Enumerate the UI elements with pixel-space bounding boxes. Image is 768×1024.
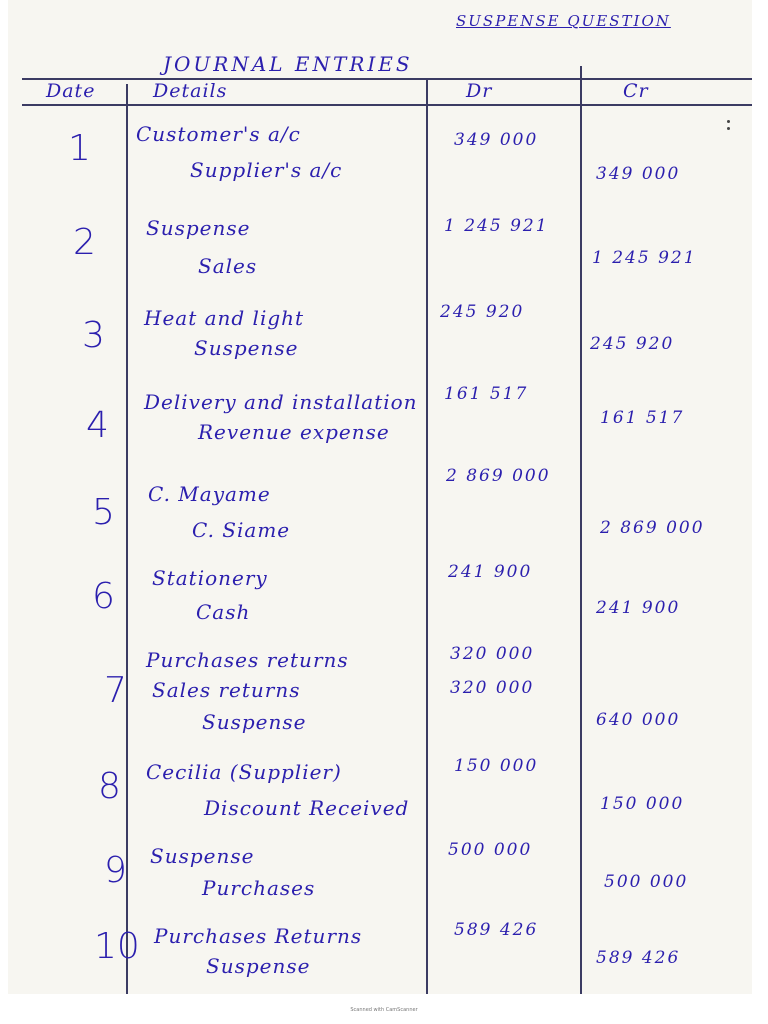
entry-date: 10 <box>94 926 140 967</box>
column-divider-dr <box>426 78 428 994</box>
entry-dr-amount: 2 869 000 <box>446 466 551 486</box>
entry-dr-amount: 161 517 <box>444 384 529 404</box>
entry-debit-account: Sales returns <box>152 678 301 702</box>
entry-date: 3 <box>82 315 105 356</box>
entry-cr-amount: 500 000 <box>604 872 689 892</box>
entry-date: 9 <box>104 850 127 891</box>
entry-debit-account: Heat and light <box>144 306 305 330</box>
entry-cr-amount: 241 900 <box>596 598 681 618</box>
entry-date: 7 <box>104 670 127 711</box>
entry-cr-amount: 245 920 <box>590 334 675 354</box>
entry-dr-amount: 500 000 <box>448 840 533 860</box>
entry-date: 1 <box>68 128 91 169</box>
entry-date: 8 <box>98 766 121 807</box>
ink-dot <box>727 120 730 123</box>
entry-debit-account: Customer's a/c <box>136 122 301 146</box>
entry-dr-amount: 1 245 921 <box>444 216 549 236</box>
column-divider-cr <box>580 66 582 994</box>
entry-date: 5 <box>92 492 115 533</box>
entry-credit-account: Discount Received <box>204 796 410 820</box>
entry-date: 6 <box>92 576 115 617</box>
entry-cr-amount: 640 000 <box>596 710 681 730</box>
entry-credit-account: Cash <box>196 600 251 624</box>
entry-credit-account: Purchases <box>202 876 316 900</box>
entry-credit-account: Suspense <box>202 710 307 734</box>
entry-dr-amount: 241 900 <box>448 562 533 582</box>
entry-debit-account: Delivery and installation <box>144 390 418 414</box>
entry-credit-account: Revenue expense <box>198 420 390 444</box>
page-heading: SUSPENSE QUESTION <box>456 12 671 30</box>
entry-cr-amount: 589 426 <box>596 948 681 968</box>
entry-date: 4 <box>86 405 109 446</box>
ink-dot <box>727 127 730 130</box>
entry-cr-amount: 349 000 <box>596 164 681 184</box>
entry-debit-account: Purchases returns <box>146 648 349 672</box>
entry-credit-account: Suspense <box>206 954 311 978</box>
entry-dr-amount: 245 920 <box>440 302 525 322</box>
column-header-cr: Cr <box>623 80 649 102</box>
entry-credit-account: Supplier's a/c <box>190 158 343 182</box>
entry-dr-amount: 320 000 <box>450 678 535 698</box>
entry-cr-amount: 161 517 <box>600 408 685 428</box>
entry-cr-amount: 150 000 <box>600 794 685 814</box>
column-header-dr: Dr <box>466 80 493 102</box>
entry-date: 2 <box>73 222 96 263</box>
entry-dr-amount: 349 000 <box>454 130 539 150</box>
header-rule-bottom <box>22 104 752 106</box>
entry-debit-account: Suspense <box>146 216 251 240</box>
entry-debit-account: Suspense <box>150 844 255 868</box>
entry-credit-account: Suspense <box>194 336 299 360</box>
page-title: JOURNAL ENTRIES <box>163 52 413 76</box>
column-header-details: Details <box>153 80 228 102</box>
entry-dr-amount: 150 000 <box>454 756 539 776</box>
entry-cr-amount: 2 869 000 <box>600 518 705 538</box>
column-header-date: Date <box>46 80 96 102</box>
entry-credit-account: Sales <box>198 254 258 278</box>
entry-debit-account: Purchases Returns <box>154 924 363 948</box>
journal-page <box>8 0 752 994</box>
entry-dr-amount: 320 000 <box>450 644 535 664</box>
entry-debit-account: C. Mayame <box>148 482 271 506</box>
entry-debit-account: Cecilia (Supplier) <box>146 760 342 784</box>
entry-dr-amount: 589 426 <box>454 920 539 940</box>
entry-debit-account: Stationery <box>152 566 268 590</box>
entry-cr-amount: 1 245 921 <box>592 248 697 268</box>
scanner-footer: Scanned with CamScanner <box>350 1007 418 1013</box>
entry-credit-account: C. Siame <box>192 518 291 542</box>
